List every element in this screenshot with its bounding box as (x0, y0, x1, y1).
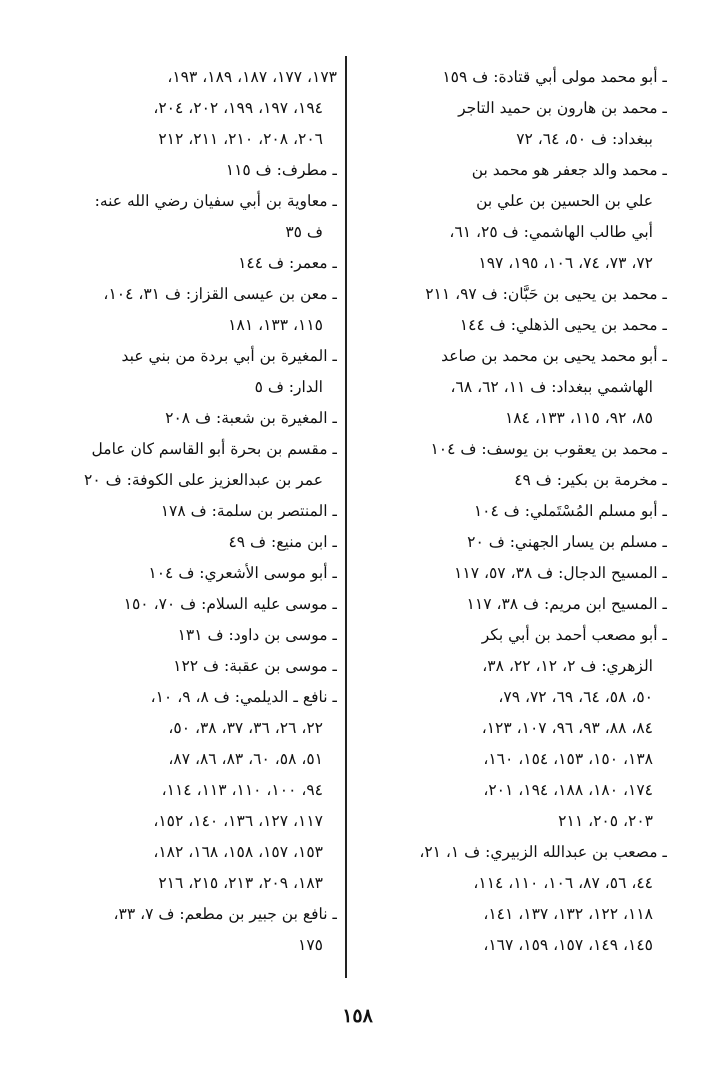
index-entry-line: ـ أبو مصعب أحمد بن أبي بكر (481, 626, 667, 644)
index-entry-line: ١٤٥، ١٤٩، ١٥٧، ١٥٩، ١٦٧، (483, 936, 653, 954)
index-entry-line: ١٧٤، ١٨٠، ١٨٨، ١٩٤، ٢٠١، (483, 781, 653, 799)
index-entry-line: ـ محمد بن يحيى بن حَبَّان: ف ٩٧، ٢١١ (425, 285, 667, 303)
index-entry-line: ١١٨، ١٢٢، ١٣٢، ١٣٧، ١٤١، (483, 905, 653, 923)
index-entry-line: علي بن الحسين بن علي بن (476, 192, 653, 210)
index-entry-line: ـ مطرف: ف ١١٥ (225, 161, 337, 179)
index-entry-line: ـ المسيح الدجال: ف ٣٨، ٥٧، ١١٧ (454, 564, 667, 582)
index-entry-line: ـ موسى بن داود: ف ١٣١ (177, 626, 337, 644)
index-entry-line: ١١٥، ١٣٣، ١٨١ (228, 316, 323, 334)
index-entry (19, 682, 337, 899)
index-entry (19, 186, 337, 248)
index-entry-line: ١٧٥ (298, 936, 323, 954)
index-entry-line: ف ٣٥ (285, 223, 323, 241)
index-entry (362, 496, 667, 527)
index-entry-line: ـ موسى عليه السلام: ف ٧٠، ١٥٠ (123, 595, 337, 613)
index-entry (362, 155, 667, 279)
index-entry-line: ٨٤، ٨٨، ٩٣، ٩٦، ١٠٧، ١٢٣، (481, 719, 653, 737)
index-entry-line: ـ أبو مسلم المُسْتَملي: ف ١٠٤ (473, 502, 667, 520)
index-entry (19, 279, 337, 341)
index-entry-line: ـ محمد بن يحيى الذهلي: ف ١٤٤ (459, 316, 667, 334)
index-column-right (362, 62, 667, 961)
index-entry-line: ـ معمر: ف ١٤٤ (238, 254, 337, 272)
index-entry (19, 620, 337, 651)
index-entry-line: ٧٢، ٧٣، ٧٤، ١٠٦، ١٩٥، ١٩٧ (478, 254, 653, 272)
index-entry (362, 527, 667, 558)
index-entry (362, 589, 667, 620)
index-entry-line: الزهري: ف ٢، ١٢، ٢٢، ٣٨، (482, 657, 653, 675)
index-entry-line: ـ موسى بن عقبة: ف ١٢٢ (173, 657, 337, 675)
index-entry-line: ـ المنتصر بن سلمة: ف ١٧٨ (160, 502, 337, 520)
index-entry (19, 248, 337, 279)
index-entry-line: ٥٠، ٥٨، ٦٤، ٦٩، ٧٢، ٧٩، (498, 688, 653, 706)
index-entry-line: ـ مصعب بن عبدالله الزبيري: ف ١، ٢١، (419, 843, 667, 861)
column-divider (345, 56, 347, 978)
index-entry-line: ٥١، ٥٨، ٦٠، ٨٣، ٨٦، ٨٧، (168, 750, 323, 768)
index-entry-line: ـ مخرمة بن بكير: ف ٤٩ (514, 471, 667, 489)
index-entry (19, 899, 337, 961)
index-entry-line: ٢٠٦، ٢٠٨، ٢١٠، ٢١١، ٢١٢ (158, 130, 323, 148)
index-entry-line: ـ أبو محمد يحيى بن محمد بن صاعد (441, 347, 667, 365)
index-entry-line: ١٩٤، ١٩٧، ١٩٩، ٢٠٢، ٢٠٤، (153, 99, 323, 117)
index-entry (362, 310, 667, 341)
index-entry (362, 558, 667, 589)
index-entry-line: ـ نافع بن جبير بن مطعم: ف ٧، ٣٣، (113, 905, 337, 923)
index-entry (19, 558, 337, 589)
index-entry (362, 620, 667, 837)
index-entry-line: ٩٤، ١٠٠، ١١٠، ١١٣، ١١٤، (161, 781, 323, 799)
index-entry-line: ببغداد: ف ٥٠، ٦٤، ٧٢ (516, 130, 653, 148)
index-entry-line: ١١٧، ١٢٧، ١٣٦، ١٤٠، ١٥٢، (153, 812, 323, 830)
index-entry-line: ١٨٣، ٢٠٩، ٢١٣، ٢١٥، ٢١٦ (158, 874, 323, 892)
index-entry (362, 465, 667, 496)
index-entry-line: ـ نافع ـ الديلمي: ف ٨، ٩، ١٠، (150, 688, 337, 706)
index-entry-line: ـ المغيرة بن شعبة: ف ٢٠٨ (165, 409, 337, 427)
index-entry-line: ١٧٣، ١٧٧، ١٨٧، ١٨٩، ١٩٣، (167, 68, 337, 86)
index-entry (362, 341, 667, 434)
index-entry-line: ـ معاوية بن أبي سفيان رضي الله عنه: (94, 192, 337, 210)
index-entry-line: ـ المسيح ابن مريم: ف ٣٨، ١١٧ (466, 595, 667, 613)
index-entry (19, 62, 337, 155)
index-entry (19, 434, 337, 496)
index-entry-line: ـ المغيرة بن أبي بردة من بني عبد (121, 347, 337, 365)
index-entry-line: ـ محمد والد جعفر هو محمد بن (471, 161, 667, 179)
index-entry (19, 403, 337, 434)
index-entry-line: الهاشمي ببغداد: ف ١١، ٦٢، ٦٨، (450, 378, 653, 396)
index-entry-line: ـ معن بن عيسى القزاز: ف ٣١، ١٠٤، (103, 285, 337, 303)
index-entry-line: أبي طالب الهاشمي: ف ٢٥، ٦١، (449, 223, 653, 241)
index-entry (19, 651, 337, 682)
index-entry (19, 496, 337, 527)
index-entry-line: ـ مقسم بن بحرة أبو القاسم كان عامل (91, 440, 337, 458)
index-column-left (19, 62, 337, 961)
index-entry-line: ـ محمد بن يعقوب بن يوسف: ف ١٠٤ (430, 440, 667, 458)
index-entry-line: ٢٢، ٢٦، ٣٦، ٣٧، ٣٨، ٥٠، (168, 719, 323, 737)
index-entry (19, 527, 337, 558)
index-entry (362, 62, 667, 93)
index-entry (19, 155, 337, 186)
index-entry (19, 589, 337, 620)
index-entry-line: ـ أبو موسى الأشعري: ف ١٠٤ (148, 564, 337, 582)
index-entry-line: ـ ابن منيع: ف ٤٩ (228, 533, 337, 551)
index-entry-line: ١٥٣، ١٥٧، ١٥٨، ١٦٨، ١٨٢، (153, 843, 323, 861)
page-number: ١٥٨ (342, 1005, 373, 1027)
index-entry-line: ٢٠٣، ٢٠٥، ٢١١ (558, 812, 653, 830)
index-entry-line: الدار: ف ٥ (254, 378, 323, 396)
index-entry-line: ـ أبو محمد مولى أبي قتادة: ف ١٥٩ (442, 68, 667, 86)
index-entry-line: ٨٥، ٩٢، ١١٥، ١٣٣، ١٨٤ (504, 409, 653, 427)
index-entry-line: ٤٤، ٥٦، ٨٧، ١٠٦، ١١٠، ١١٤، (473, 874, 653, 892)
index-entry (362, 279, 667, 310)
index-entry (362, 93, 667, 155)
index-entry (362, 837, 667, 961)
index-entry-line: ـ محمد بن هارون بن حميد التاجر (458, 99, 667, 117)
index-entry (19, 341, 337, 403)
index-entry-line: ١٣٨، ١٥٠، ١٥٣، ١٥٤، ١٦٠، (483, 750, 653, 768)
index-entry (362, 434, 667, 465)
index-entry-line: ـ مسلم بن يسار الجهني: ف ٢٠ (467, 533, 667, 551)
index-entry-line: عمر بن عبدالعزيز على الكوفة: ف ٢٠ (84, 471, 323, 489)
